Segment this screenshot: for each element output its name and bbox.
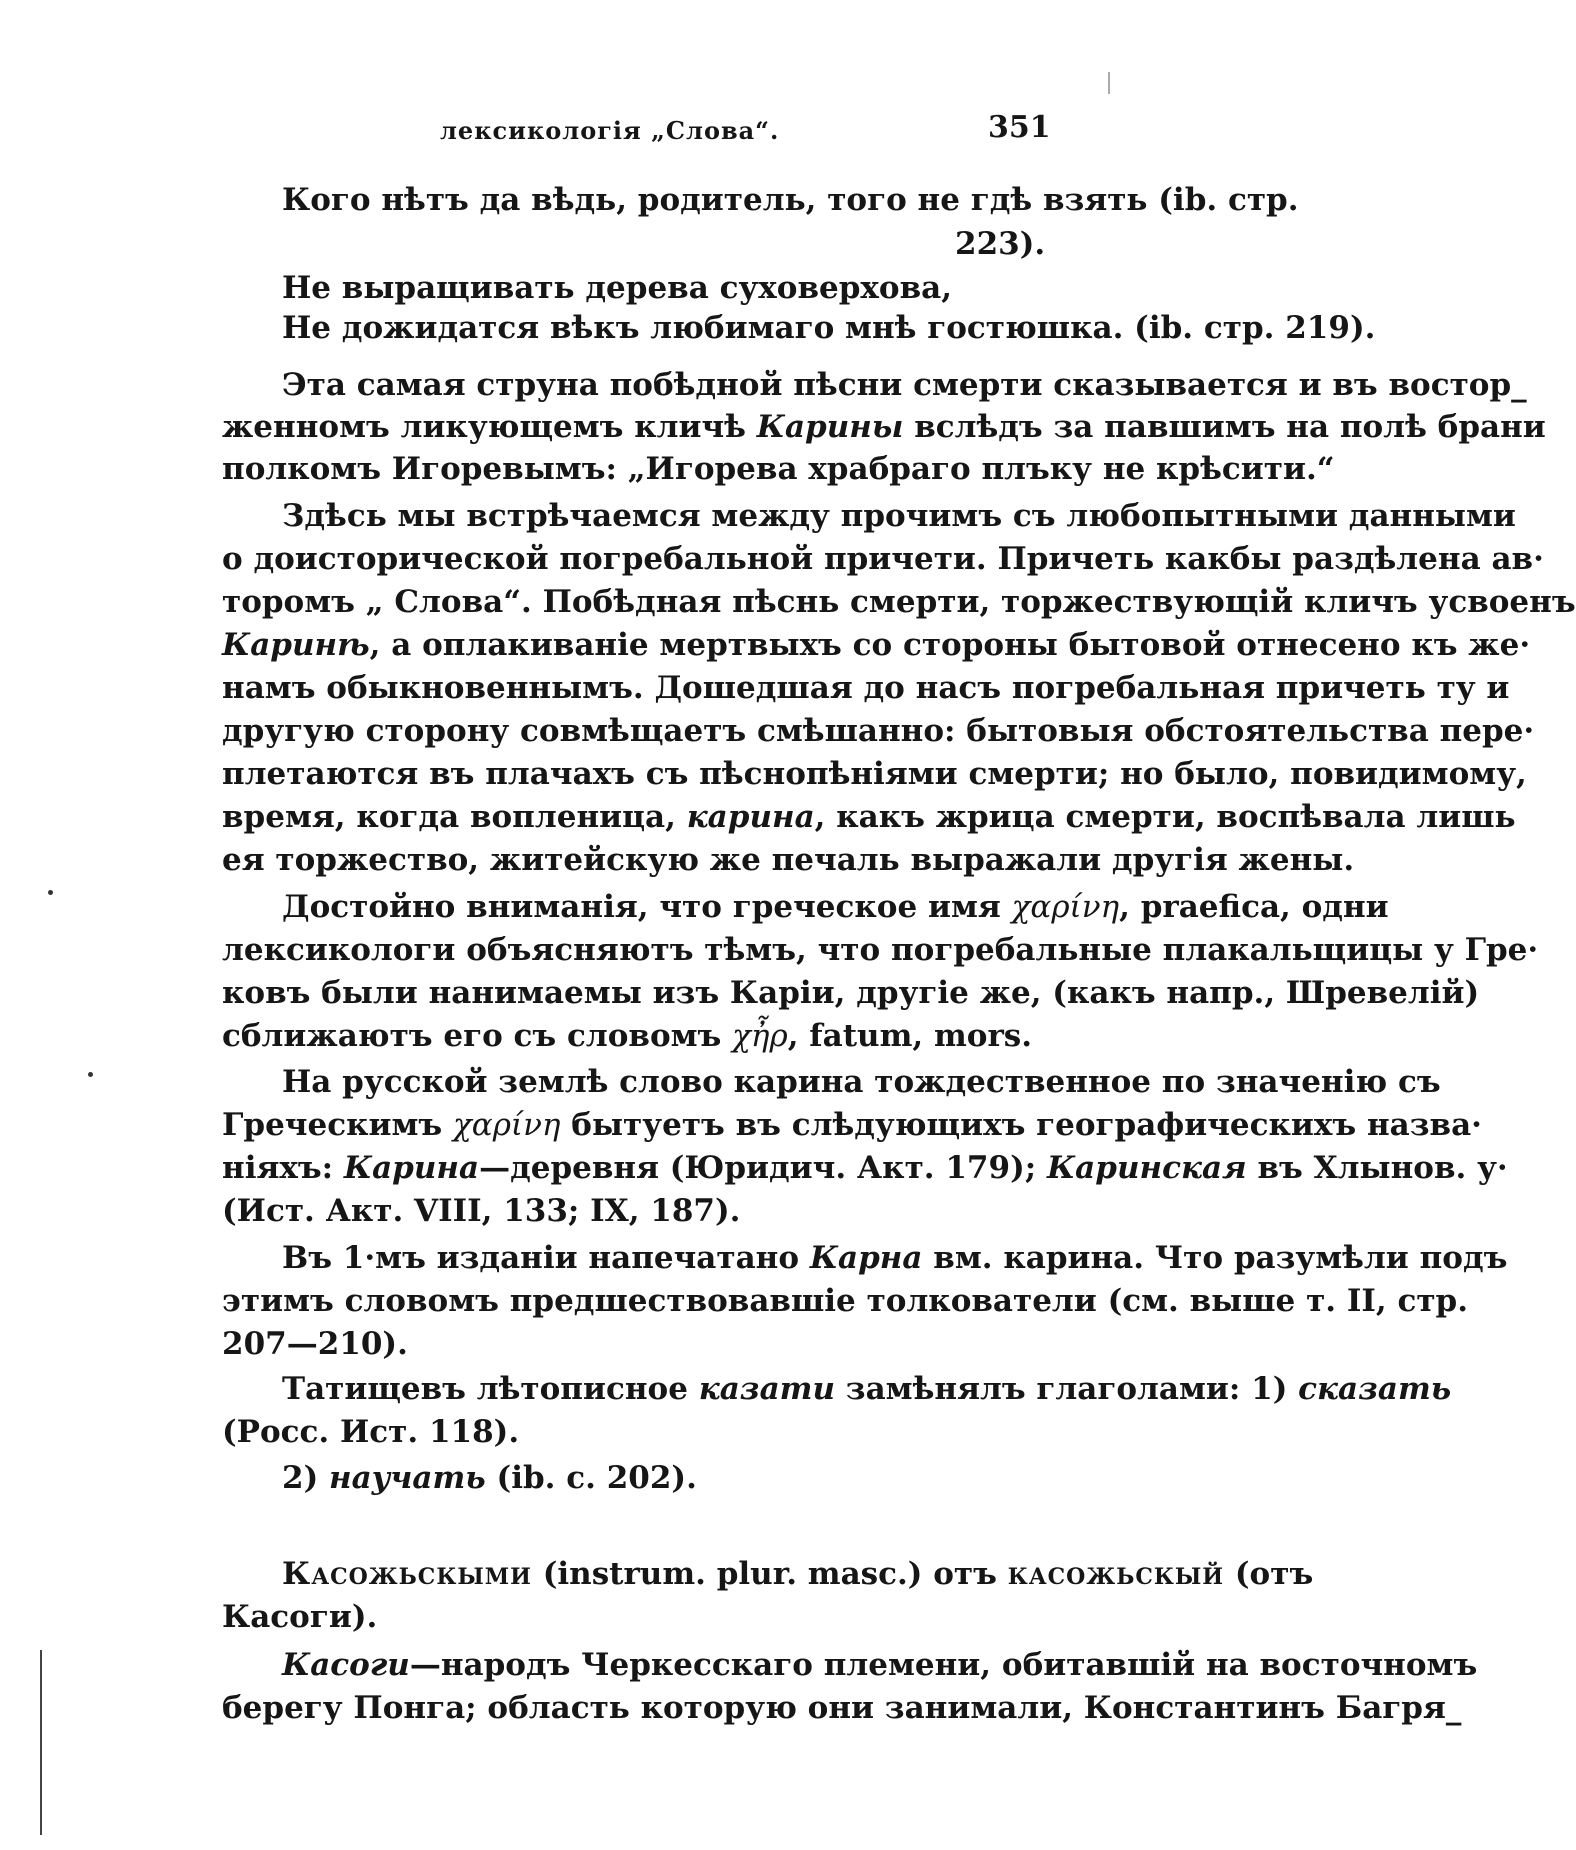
p2-line-9: ея торжество, житейскую же печаль выражали другія жены. (222, 842, 1355, 878)
p7-line-2: берегу Понга; область которую они занимали, Константинъ Багря_ (222, 1690, 1462, 1726)
p2-line-2: о доисторической погребальной причети. Причеть какбы раздѣлена ав· (222, 541, 1544, 577)
p3-line-1: Достойно вниманія, что греческое имя χαρίνη, praefica, одни (282, 889, 1389, 925)
p2-line-4: Каринѣ, а оплакиваніе мертвыхъ со стороны бытовой отнесено къ же· (222, 627, 1531, 663)
p1-line-3: полкомъ Игоревымъ: „Игорева храбраго плъку не крѣсити.“ (222, 451, 1335, 487)
p5-line-2: этимъ словомъ предшествовавшіе толкователи (см. выше т. II, стр. (222, 1283, 1469, 1319)
running-title: лексикологія „Слова“. (440, 116, 780, 145)
p3-line-4: сближаютъ его съ словомъ χἦρ, fatum, mors. (222, 1018, 1033, 1054)
p4-line-1: На русской землѣ слово карина тождественное по значенію съ (282, 1064, 1441, 1100)
p2-line-7: плетаются въ плачахъ съ пѣснопѣніями смерти; но было, повидимому, (222, 756, 1527, 792)
p6-line-2: (Росс. Ист. 118). (222, 1414, 520, 1450)
p2-line-3: торомъ „ Слова“. Побѣдная пѣснь смерти, торжествующій кличъ усвоенъ (222, 584, 1576, 620)
p4-line-3: ніяхъ: Карина—деревня (Юридич. Акт. 179); Каринская въ Хлынов. у· (222, 1150, 1508, 1186)
p6-line-3: 2) научать (ib. с. 202). (282, 1460, 697, 1496)
p2-line-5: намъ обыкновеннымъ. Дошедшая до насъ погребальная причеть ту и (222, 670, 1510, 706)
p4-line-4: (Ист. Акт. VIII, 133; IX, 187). (222, 1193, 741, 1229)
page-header (0, 108, 1140, 158)
p3-line-2: лексикологи объясняютъ тѣмъ, что погребальные плакальщицы у Гре· (222, 932, 1539, 968)
entry-line-1: Касожьскыми (instrum. plur. masc.) отъ касожьскый (отъ (282, 1556, 1314, 1592)
entry-line-2: Касоги). (222, 1599, 378, 1635)
p4-line-2: Греческимъ χαρίνη бытуетъ въ слѣдующихъ географическихъ назва· (222, 1107, 1482, 1143)
quote-line-1: Кого нѣтъ да вѣдь, родитель, того не гдѣ взять (ib. стр. (282, 182, 1299, 218)
p3-line-3: ковъ были нанимаемы изъ Каріи, другіе же, (какъ напр., Шревелій) (222, 975, 1480, 1011)
p2-line-6: другую сторону совмѣщаетъ смѣшанно: бытовыя обстоятельства пере· (222, 713, 1535, 749)
margin-mark (88, 1072, 93, 1077)
p5-line-3: 207—210). (222, 1326, 408, 1362)
p2-line-1: Здѣсь мы встрѣчаемся между прочимъ съ любопытными данными (282, 498, 1516, 534)
quote-line-3: Не выращивать дерева суховерхова, (282, 270, 952, 306)
p2-line-8: время, когда вопленица, карина, какъ жрица смерти, воспѣвала лишь (222, 799, 1516, 835)
quote-line-2: 223). (955, 226, 1046, 262)
margin-mark (48, 890, 53, 895)
quote-line-4: Не дожидатся вѣкъ любимаго мнѣ гостюшка. (ib. стр. 219). (282, 310, 1376, 346)
p5-line-1: Въ 1·мъ изданіи напечатано Карна вм. карина. Что разумѣли подъ (282, 1240, 1508, 1276)
p6-line-1: Татищевъ лѣтописное казати замѣнялъ глаголами: 1) сказать (282, 1371, 1452, 1407)
p7-line-1: Касоги—народъ Черкесскаго племени, обитавшій на восточномъ (282, 1647, 1478, 1683)
p1-line-1: Эта самая струна побѣдной пѣсни смерти сказывается и въ востор_ (282, 367, 1527, 403)
p1-line-2: женномъ ликующемъ кличѣ Карины вслѣдъ за павшимъ на полѣ брани (222, 409, 1546, 445)
binding-edge (40, 1650, 42, 1835)
page-number: 351 (988, 110, 1051, 145)
scan-mark (1108, 72, 1110, 94)
